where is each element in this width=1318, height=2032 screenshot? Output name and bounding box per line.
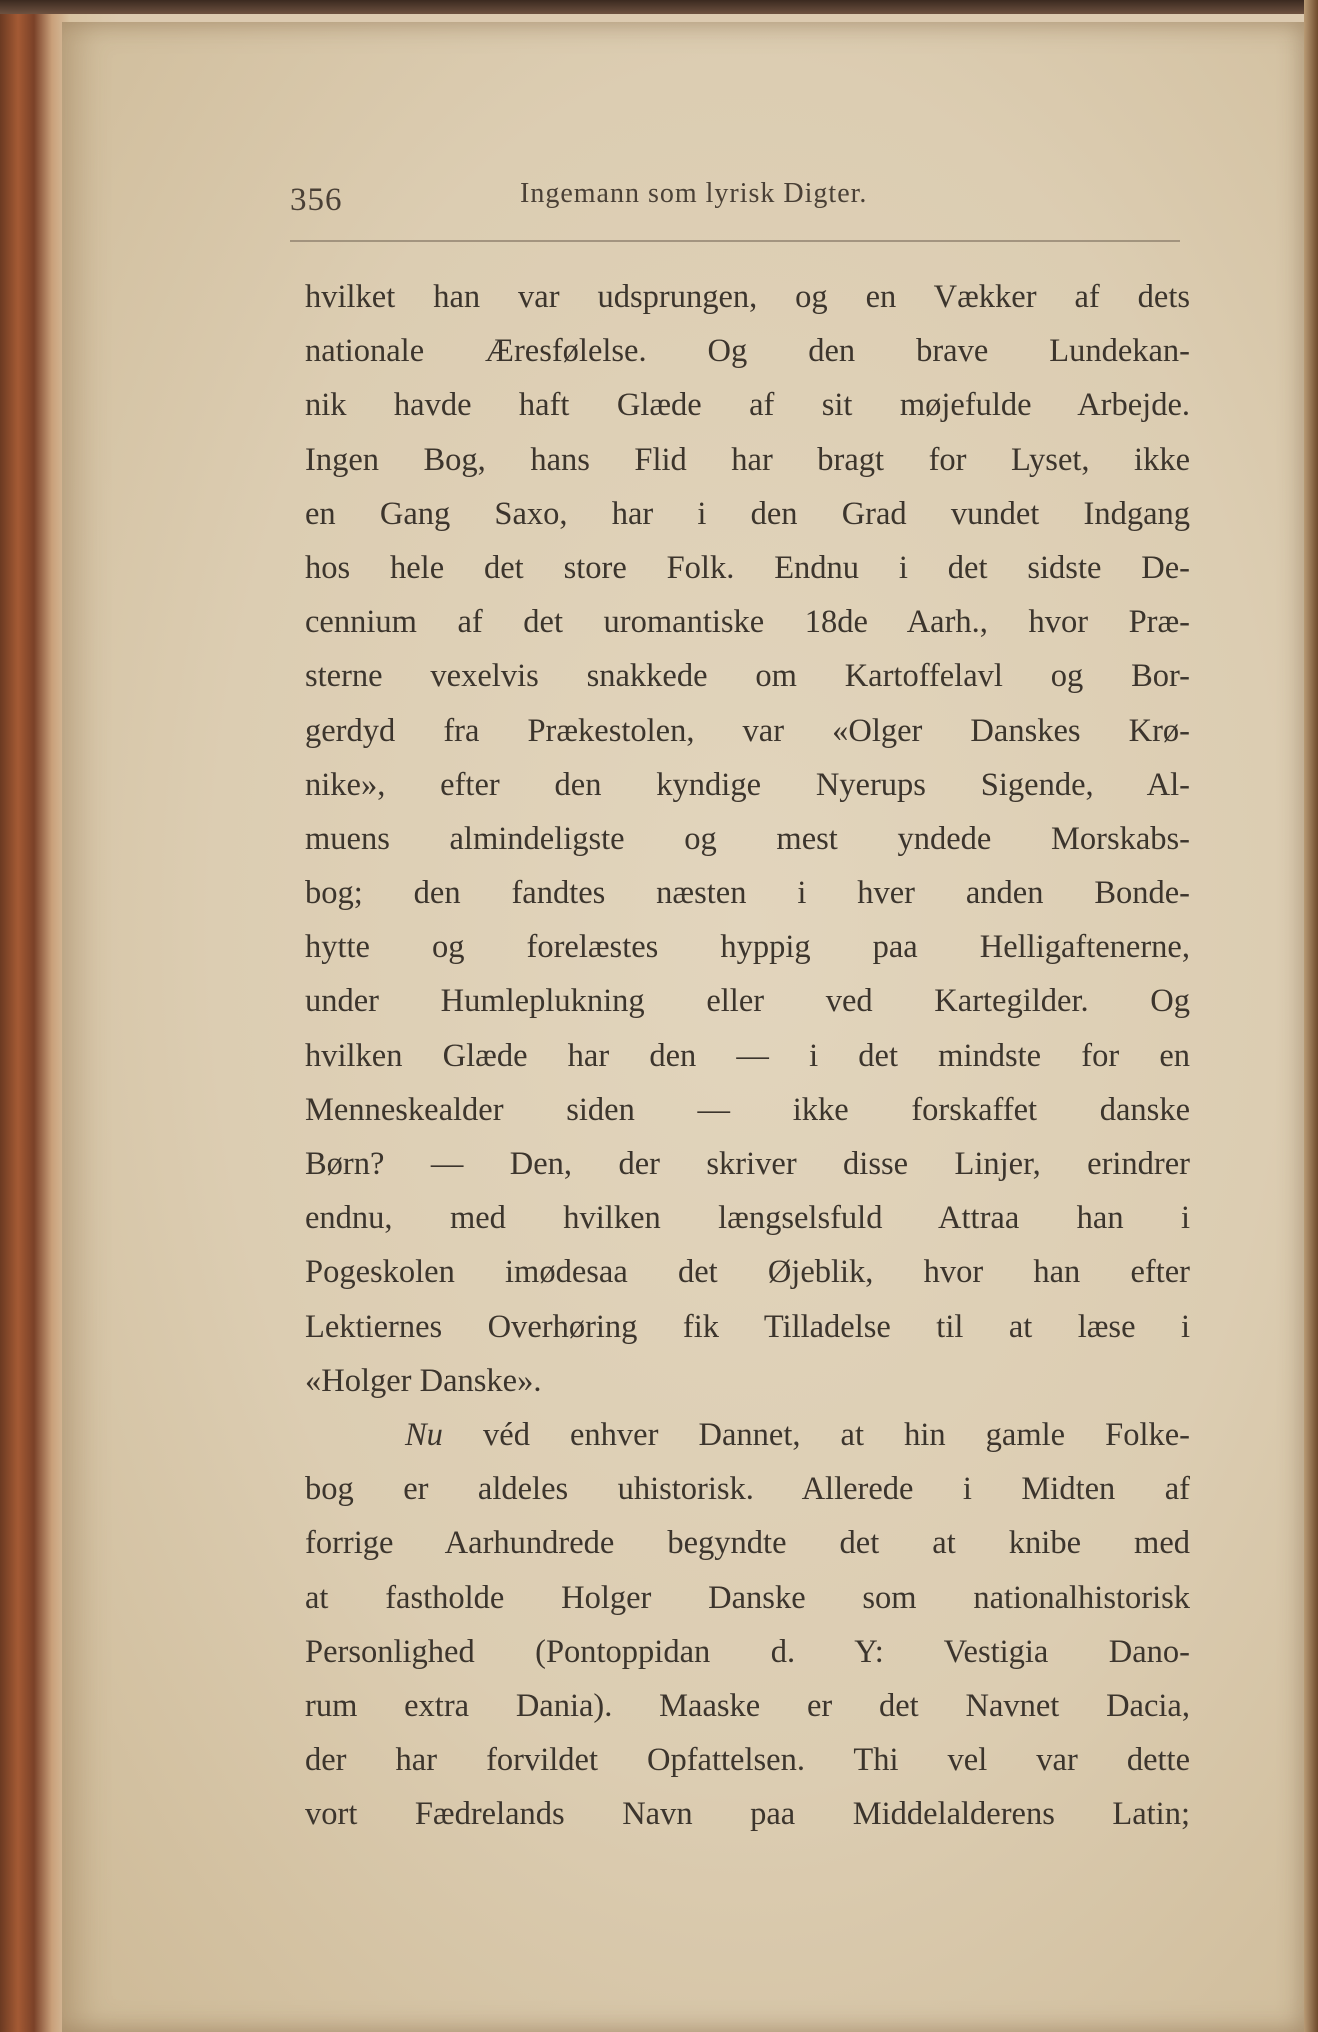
text-line: hos hele det store Folk. Endnu i det sidste De- xyxy=(305,549,1190,586)
text-line: «Holger Danske». xyxy=(305,1362,542,1399)
text-line xyxy=(305,1408,1190,1462)
text-fragment: véd enhver Dannet, at hin gamle Folke- xyxy=(483,1416,1190,1453)
text-line: under Humleplukning eller ved Kartegilder. Og xyxy=(305,983,1190,1020)
text-line: cennium af det uromantiske 18de Aarh., hvor Præ- xyxy=(305,604,1190,641)
text-line: rum extra Dania). Maaske er det Navnet Dacia, xyxy=(305,1687,1190,1724)
text-line: muens almindeligste og mest yndede Morskabs- xyxy=(305,820,1190,857)
text-line: hytte og forelæstes hyppig paa Helligaftenerne, xyxy=(305,929,1190,966)
text-line: endnu, med hvilken længselsfuld Attraa han i xyxy=(305,1200,1190,1237)
text-line: forrige Aarhundrede begyndte det at knibe med xyxy=(305,1525,1190,1562)
text-line: Menneskealder siden — ikke forskaffet danske xyxy=(305,1091,1190,1128)
text-line: Pogeskolen imødesaa det Øjeblik, hvor han efter xyxy=(305,1254,1190,1291)
top-edge xyxy=(0,0,1318,14)
text-line: nike», efter den kyndige Nyerups Sigende, Al- xyxy=(305,766,1190,803)
italic-word: Nu xyxy=(405,1416,443,1453)
header-rule xyxy=(290,240,1180,242)
text-line: Personlighed (Pontoppidan d. Y: Vestigia Dano- xyxy=(305,1633,1190,1670)
text-line: gerdyd fra Prækestolen, var «Olger Danskes Krø- xyxy=(305,712,1190,749)
text-line: bog; den fandtes næsten i hver anden Bonde- xyxy=(305,875,1190,912)
text-line: Børn? — Den, der skriver disse Linjer, erindrer xyxy=(305,1146,1190,1182)
body-text xyxy=(305,270,1190,1841)
text-line: hvilken Glæde har den — i det mindste for en xyxy=(305,1037,1190,1074)
page-edge xyxy=(1304,0,1318,2032)
running-title: Ingemann som lyrisk Digter. xyxy=(520,178,868,209)
text-line: vort Fædrelands Navn paa Middelalderens Latin; xyxy=(305,1796,1190,1833)
text-line: at fastholde Holger Danske som nationalhistorisk xyxy=(305,1579,1190,1616)
text-line: sterne vexelvis snakkede om Kartoffelavl og Bor- xyxy=(305,658,1190,695)
text-line: Ingen Bog, hans Flid har bragt for Lyset, ikke xyxy=(305,441,1190,478)
text-line: der har forvildet Opfattelsen. Thi vel var dette xyxy=(305,1742,1190,1779)
text-line: nationale Æresfølelse. Og den brave Lundekan- xyxy=(305,333,1190,370)
text-line: nik havde haft Glæde af sit møjefulde Arbejde. xyxy=(305,387,1190,424)
paragraph xyxy=(305,270,1190,1408)
page-number: 356 xyxy=(290,182,343,218)
text-line: en Gang Saxo, har i den Grad vundet Indgang xyxy=(305,495,1190,532)
page-header xyxy=(290,172,1180,222)
text-line: Lektiernes Overhøring fik Tilladelse til at læse i xyxy=(305,1308,1190,1345)
paragraph xyxy=(305,1408,1190,1842)
text-line: bog er aldeles uhistorisk. Allerede i Midten af xyxy=(305,1471,1190,1508)
text-line: hvilket han var udsprungen, og en Vækker af dets xyxy=(305,279,1190,315)
